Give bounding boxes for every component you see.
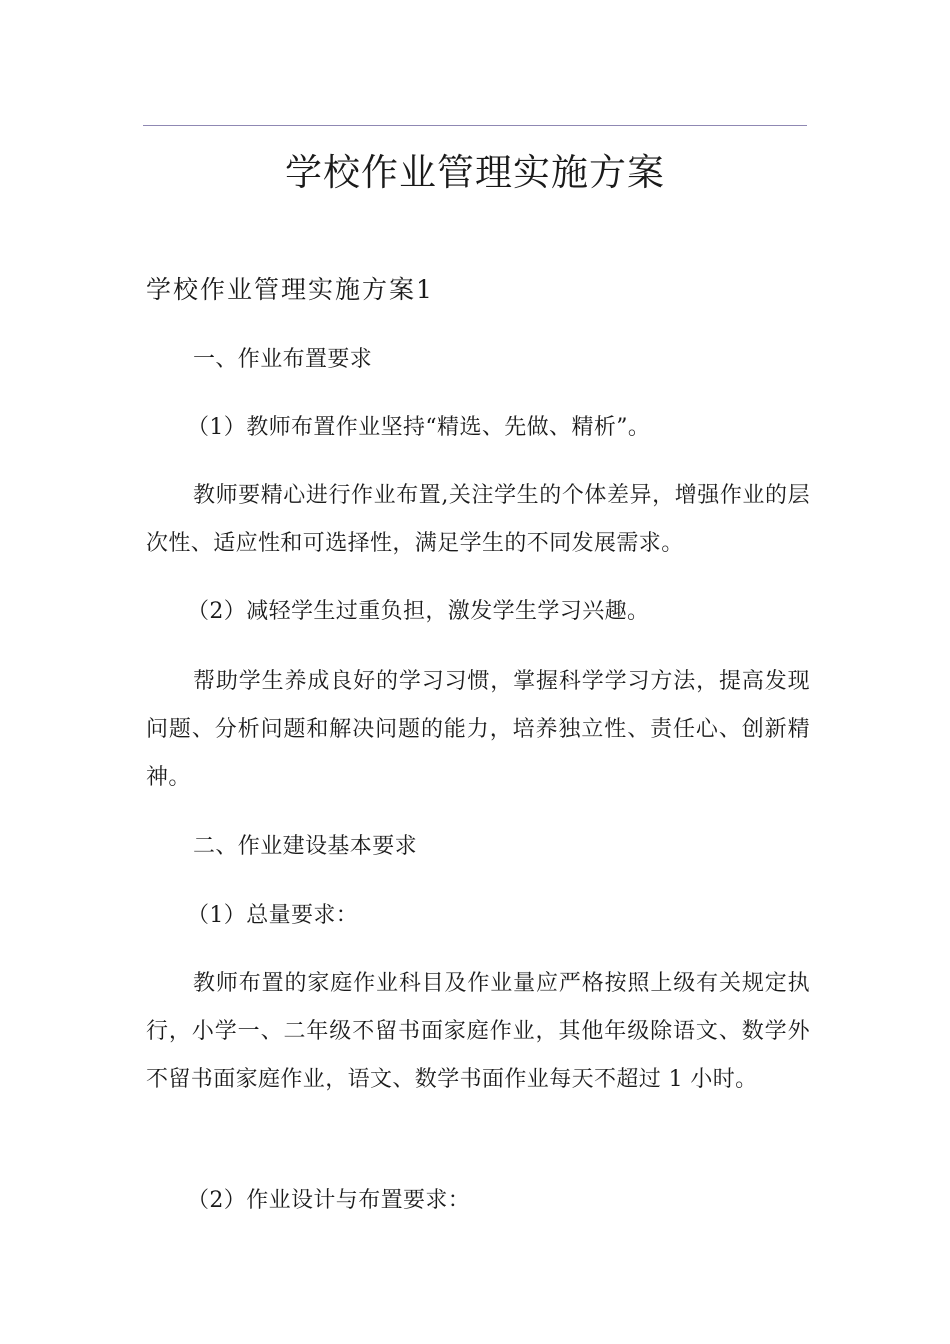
section-heading: 学校作业管理实施方案1 [146, 275, 434, 304]
paragraph-1: 教师要精心进行作业布置,关注学生的个体差异，增强作业的层次性、适应性和可选择性，满足学生的不同发展需求。 [146, 483, 810, 556]
heading-basic-requirements: 二、作业建设基本要求 [193, 834, 418, 859]
sub-item-1: （1）教师布置作业坚持“精选、先做、精析”。 [187, 415, 651, 440]
sub-item-3: （1）总量要求： [187, 903, 359, 928]
document-title: 学校作业管理实施方案 [285, 151, 665, 194]
sub-item-4: （2）作业设计与布置要求： [187, 1188, 471, 1213]
heading-requirements: 一、作业布置要求 [193, 347, 373, 372]
sub-item-2: （2）减轻学生过重负担，激发学生学习兴趣。 [187, 599, 650, 624]
paragraph-3: 教师布置的家庭作业科目及作业量应严格按照上级有关规定执行，小学一、二年级不留书面家庭作业，其他年级除语文、数学外不留书面家庭作业，语文、数学书面作业每天不超过 1 小时。 [146, 971, 810, 1092]
paragraph-2: 帮助学生养成良好的学习习惯，掌握科学学习方法，提高发现问题、分析问题和解决问题的能力，培养独立性、责任心、创新精神。 [146, 669, 810, 790]
header-rule [143, 125, 807, 126]
